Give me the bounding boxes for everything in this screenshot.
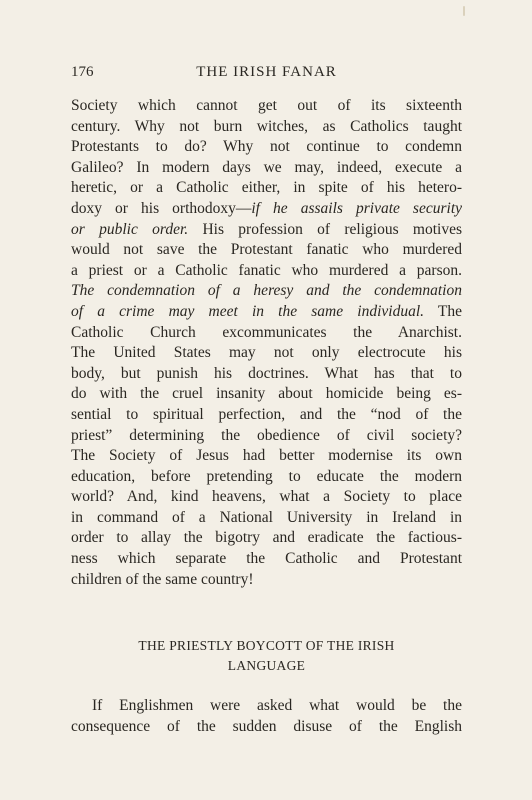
text-segment: Society which cannot get out of its sixteenth bbox=[71, 97, 462, 114]
text-line bbox=[71, 549, 462, 570]
text-line bbox=[71, 281, 462, 302]
text-line bbox=[71, 487, 462, 508]
text-segment: His profession of religious motives bbox=[188, 220, 462, 238]
italic-text: The condemnation of a heresy and the condemnation bbox=[71, 282, 462, 300]
page-header bbox=[71, 64, 462, 86]
text-line bbox=[71, 178, 462, 199]
text-line bbox=[71, 96, 462, 117]
text-line bbox=[71, 261, 462, 282]
section-paragraph bbox=[71, 696, 462, 737]
section-heading bbox=[71, 636, 462, 676]
italic-text: if he assails private security bbox=[251, 199, 463, 217]
page-number: 176 bbox=[71, 64, 94, 80]
italic-text: or public order. bbox=[71, 220, 189, 238]
text-line bbox=[71, 137, 462, 158]
text-segment: Catholic Church excommunicates the Anarchist. bbox=[71, 323, 462, 341]
text-segment: education, before pretending to educate the modern bbox=[71, 467, 462, 485]
text-segment: doxy or his orthodoxy— bbox=[71, 199, 252, 217]
text-line bbox=[71, 508, 462, 529]
text-line bbox=[71, 240, 462, 261]
text-line bbox=[71, 570, 462, 591]
section-heading-line: LANGUAGE bbox=[227, 658, 306, 673]
text-segment: would not save the Protestant fanatic who murdered bbox=[71, 241, 462, 259]
text-segment: body, but punish his doctrines. What has that to bbox=[71, 364, 462, 382]
text-line bbox=[71, 302, 462, 323]
text-segment: Protestants to do? Why not continue to condemn bbox=[71, 138, 462, 156]
text-segment: The bbox=[424, 302, 462, 320]
text-segment: children of the same country! bbox=[71, 570, 254, 588]
text-line bbox=[71, 343, 462, 364]
text-line bbox=[71, 446, 462, 467]
text-segment: a priest or a Catholic fanatic who murdered a parson. bbox=[71, 261, 462, 279]
text-line bbox=[71, 364, 462, 385]
text-line bbox=[71, 528, 462, 549]
body-paragraph bbox=[71, 96, 462, 590]
text-segment: century. Why not burn witches, as Catholics taught bbox=[71, 117, 462, 135]
italic-text: of a crime may meet in the same individual. bbox=[71, 302, 425, 320]
text-segment: heretic, or a Catholic either, in spite of his hetero- bbox=[71, 179, 462, 197]
text-segment: in command of a National University in Ireland in bbox=[71, 508, 462, 526]
text-line bbox=[71, 426, 462, 447]
text-segment: The United States may not only electrocute his bbox=[71, 344, 462, 362]
text-line: If Englishmen were asked what would be the bbox=[92, 697, 462, 714]
text-line bbox=[71, 158, 462, 179]
text-line bbox=[71, 117, 462, 138]
text-line bbox=[71, 384, 462, 405]
page-blemish bbox=[463, 6, 465, 16]
section-heading-line: THE PRIESTLY BOYCOTT OF THE IRISH bbox=[138, 638, 395, 653]
text-line bbox=[71, 323, 462, 344]
text-segment: priest” determining the obedience of civil society? bbox=[71, 426, 462, 444]
text-segment: do with the cruel insanity about homicide being es- bbox=[71, 385, 462, 403]
text-line bbox=[71, 220, 462, 241]
text-line bbox=[71, 199, 462, 220]
text-segment: ness which separate the Catholic and Protestant bbox=[71, 550, 462, 568]
text-line: consequence of the sudden disuse of the English bbox=[71, 717, 462, 735]
text-segment: world? And, kind heavens, what a Society to place bbox=[71, 488, 462, 506]
text-segment: sential to spiritual perfection, and the “nod of the bbox=[71, 405, 462, 423]
text-segment: order to allay the bigotry and eradicate the factious- bbox=[71, 529, 462, 547]
text-line bbox=[71, 405, 462, 426]
text-segment: The Society of Jesus had better modernise its own bbox=[71, 447, 462, 465]
text-line bbox=[71, 467, 462, 488]
running-title: THE IRISH FANAR bbox=[196, 64, 337, 80]
text-segment: Galileo? In modern days we may, indeed, execute a bbox=[71, 158, 462, 176]
